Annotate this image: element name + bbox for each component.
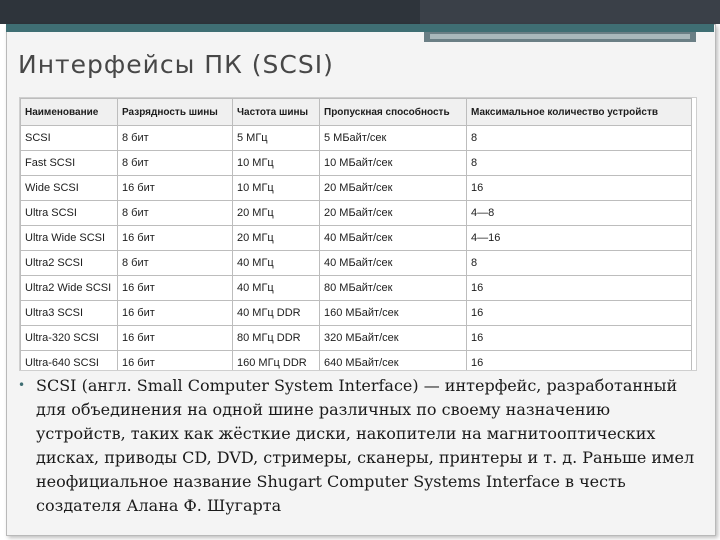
cell-name: Ultra2 Wide SCSI — [21, 276, 118, 301]
table-row — [21, 126, 692, 151]
cell-bandwidth: 40 МБайт/сек — [320, 251, 467, 276]
cell-max-devices: 16 — [467, 326, 692, 351]
description-bullet — [18, 374, 698, 518]
column-header-frequency: Частота шины — [233, 99, 320, 126]
cell-bandwidth: 320 МБайт/сек — [320, 326, 467, 351]
table-row — [21, 226, 692, 251]
table-row — [21, 201, 692, 226]
table-row — [21, 351, 692, 371]
cell-max-devices: 4—8 — [467, 201, 692, 226]
table-row — [21, 251, 692, 276]
cell-name: SCSI — [21, 126, 118, 151]
cell-bus-width: 8 бит — [118, 151, 233, 176]
cell-name: Ultra2 SCSI — [21, 251, 118, 276]
cell-frequency: 20 МГц — [233, 201, 320, 226]
table-row — [21, 276, 692, 301]
cell-frequency: 160 МГц DDR — [233, 351, 320, 371]
cell-bandwidth: 20 МБайт/сек — [320, 176, 467, 201]
cell-bus-width: 16 бит — [118, 226, 233, 251]
scsi-table-container — [20, 98, 696, 370]
cell-bandwidth: 20 МБайт/сек — [320, 201, 467, 226]
column-header-name: Наименование — [21, 99, 118, 126]
cell-frequency: 40 МГц DDR — [233, 301, 320, 326]
cell-frequency: 10 МГц — [233, 176, 320, 201]
column-header-bandwidth: Пропускная способность — [320, 99, 467, 126]
table-body — [21, 126, 692, 371]
table-row — [21, 176, 692, 201]
cell-name: Ultra-640 SCSI — [21, 351, 118, 371]
cell-name: Wide SCSI — [21, 176, 118, 201]
cell-bus-width: 8 бит — [118, 251, 233, 276]
cell-name: Fast SCSI — [21, 151, 118, 176]
cell-bandwidth: 160 МБайт/сек — [320, 301, 467, 326]
column-header-max-devices: Максимальное количество устройств — [467, 99, 692, 126]
accent-line — [6, 24, 714, 32]
bullet-marker: • — [18, 378, 26, 392]
description-text: SCSI (англ. Small Computer System Interface) — интерфейс, разработанный для объединения на одной шине различных по своему назначению устройств, таких как жёсткие диски, накопители на магнитооптических дисках, приводы CD, DVD, стримеры, сканеры, принтеры и т. д. Раньше имел неофициальное название Shugart Computer Systems Interface в честь создателя Алана Ф. Шугарта — [36, 376, 695, 515]
cell-name: Ultra-320 SCSI — [21, 326, 118, 351]
cell-bandwidth: 80 МБайт/сек — [320, 276, 467, 301]
table-header-row — [21, 99, 692, 126]
cell-frequency: 10 МГц — [233, 151, 320, 176]
cell-bandwidth: 40 МБайт/сек — [320, 226, 467, 251]
cell-max-devices: 16 — [467, 351, 692, 371]
cell-bus-width: 16 бит — [118, 351, 233, 371]
slide-title: Интерфейсы ПК (SCSI) — [18, 50, 334, 79]
table-row — [21, 301, 692, 326]
cell-max-devices: 8 — [467, 251, 692, 276]
cell-bandwidth: 640 МБайт/сек — [320, 351, 467, 371]
cell-bus-width: 8 бит — [118, 126, 233, 151]
table-row — [21, 151, 692, 176]
cell-max-devices: 16 — [467, 301, 692, 326]
cell-name: Ultra SCSI — [21, 201, 118, 226]
cell-bus-width: 16 бит — [118, 326, 233, 351]
cell-max-devices: 16 — [467, 176, 692, 201]
top-bar-right-segment — [420, 0, 720, 24]
cell-name: Ultra Wide SCSI — [21, 226, 118, 251]
cell-bus-width: 16 бит — [118, 176, 233, 201]
column-header-bus-width: Разрядность шины — [118, 99, 233, 126]
cell-bus-width: 8 бит — [118, 201, 233, 226]
table-row — [21, 326, 692, 351]
cell-bus-width: 16 бит — [118, 301, 233, 326]
cell-bus-width: 16 бит — [118, 276, 233, 301]
cell-frequency: 40 МГц — [233, 251, 320, 276]
cell-frequency: 5 МГц — [233, 126, 320, 151]
cell-name: Ultra3 SCSI — [21, 301, 118, 326]
cell-frequency: 20 МГц — [233, 226, 320, 251]
cell-frequency: 80 МГц DDR — [233, 326, 320, 351]
cell-frequency: 40 МГц — [233, 276, 320, 301]
accent-tab-inner — [430, 34, 690, 39]
cell-bandwidth: 10 МБайт/сек — [320, 151, 467, 176]
cell-max-devices: 4—16 — [467, 226, 692, 251]
scsi-table — [20, 98, 692, 370]
cell-max-devices: 8 — [467, 126, 692, 151]
cell-bandwidth: 5 МБайт/сек — [320, 126, 467, 151]
cell-max-devices: 8 — [467, 151, 692, 176]
cell-max-devices: 16 — [467, 276, 692, 301]
